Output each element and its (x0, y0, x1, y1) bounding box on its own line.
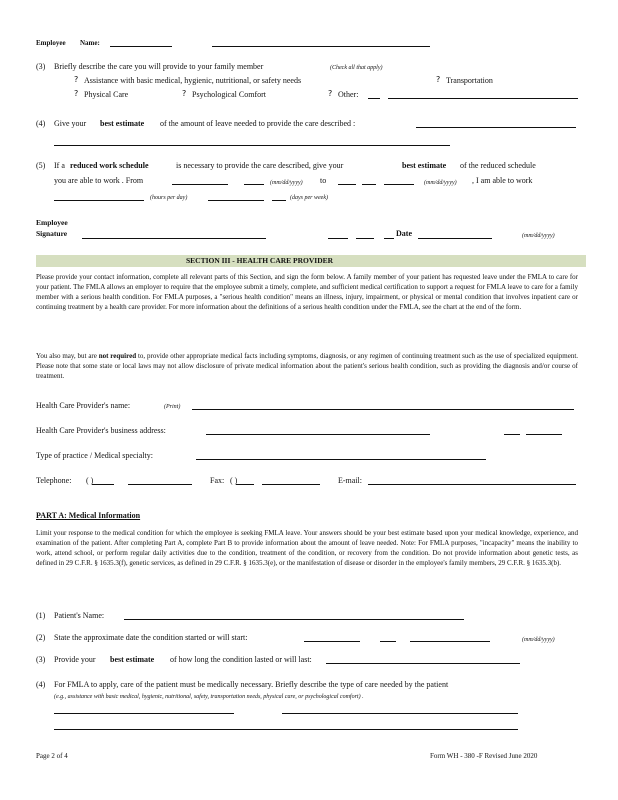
q4-prompt-bold: best estimate (100, 119, 145, 128)
provider-fax-number-line[interactable] (262, 484, 320, 485)
q5-line2-a: you are able to work . From (54, 176, 144, 185)
signature-field-b[interactable] (328, 238, 348, 239)
q5-hours-hint: (hours per day) (150, 195, 188, 201)
q3-option-transportation: Transportation (446, 76, 493, 85)
provider-fax-field[interactable]: ( ) (230, 476, 238, 485)
provider-address-label: Health Care Provider's business address: (36, 426, 166, 435)
provider-fax-label: Fax: (210, 476, 225, 485)
q3-number: (3) (36, 62, 46, 71)
section-iii-note-a: You also may, but are (36, 352, 97, 360)
employee-signature-field[interactable] (82, 238, 266, 239)
q5-prompt-bold: reduced work schedule (70, 161, 149, 170)
q3-option-psychological: Psychological Comfort (192, 90, 266, 99)
q3-checkbox-other[interactable]: ? (328, 89, 333, 98)
provider-name-label: Health Care Provider's name: (36, 401, 131, 410)
provider-phone-label: Telephone: (36, 476, 72, 485)
signature-field-d[interactable] (384, 238, 394, 239)
q3-note: (Check all that apply) (330, 65, 383, 71)
part-a-q3-bold: best estimate (110, 655, 155, 664)
care-needed-field-b[interactable] (282, 713, 518, 714)
q5-days-field-b[interactable] (272, 200, 286, 201)
q4-field-line1[interactable] (416, 127, 576, 128)
part-a-q2-number: (2) (36, 633, 46, 642)
q3-other-field[interactable] (388, 98, 578, 99)
q5-prompt-bold2: best estimate (402, 161, 447, 170)
employee-label: Employee (36, 39, 66, 47)
section-iii-note (36, 351, 578, 381)
section-iii-instructions: Please provide your contact information, complete all relevant parts of this Section, and sign the form below. A family member of your patient has requested leave under the FMLA to care for your patient. The FMLA allows an employer to require that the employee submit a timely, complete, and sufficient medical certification to support a request for FMLA leave to care for a family member with a serious health condition. For FMLA purposes, a "serious health condition" means an illness, injury, impairment, or physical or mental condition that involves inpatient care or continuing treatment by a health care provider. For more information about the definitions of a serious health condition under the FMLA, see the chart at the end of the form. (36, 273, 578, 311)
provider-phone-area-line[interactable] (92, 484, 114, 485)
employee-first-name-field[interactable] (110, 46, 172, 47)
signature-date-label: Date (396, 229, 412, 238)
provider-name-field[interactable] (192, 409, 574, 410)
provider-print-hint: (Print) (164, 404, 181, 410)
part-a-q2-hint: (mm/dd/yyyy) (522, 637, 555, 643)
part-a-q3-number: (3) (36, 655, 46, 664)
condition-start-date-field[interactable] (304, 641, 360, 642)
provider-address-field[interactable] (206, 434, 430, 435)
part-a-q2-label: State the approximate date the condition started or will start: (54, 633, 248, 642)
section-iii-header (36, 255, 586, 267)
q3-other-field-short[interactable] (368, 98, 380, 99)
care-needed-field-a[interactable] (54, 713, 234, 714)
form-id: Form WH - 380 -F Revised June 2020 (430, 752, 538, 760)
q5-line2-b: , I am able to work (472, 176, 533, 185)
part-a-q4-hint: (e.g., assistance with basic medical, hygienic, nutritional, safety, transportation needs, physical care, or psychological comfort) . (54, 694, 364, 700)
q5-prompt-a: If a (54, 161, 65, 170)
part-a-instructions: Limit your response to the medical condition for which the employee is seeking FMLA leave. Your answers should be your best estimate based upon your medical knowledge, experience, and examination of the patient. After completing Part A, complete Part B to provide information about the amount of leave needed. Note: For FMLA purposes, "incapacity" means the inability to work, attend school, or perform regular daily activities due to the condition, treatment of the condition, or recovery from the condition. Do not provide information about genetic tests, as defined in 29 C.F.R. § 1635.3(f), genetic services, as defined in 29 C.F.R. § 1635.3(e), or the manifestation of disease or disorder in the employee's family members, 29 C.F.R. § 1635.3(b). (36, 529, 578, 567)
care-needed-field-c[interactable] (54, 729, 518, 730)
name-label: Name: (80, 39, 100, 47)
q5-from-date-hint: (mm/dd/yyyy) (270, 180, 303, 186)
part-a-q1-number: (1) (36, 611, 46, 620)
provider-practice-label: Type of practice / Medical specialty: (36, 451, 153, 460)
q3-prompt: Briefly describe the care you will provide to your family member (54, 62, 264, 71)
q5-prompt-c: of the reduced schedule (460, 161, 536, 170)
q4-prompt-a: Give your (54, 119, 87, 128)
section-iii-title: SECTION III - HEALTH CARE PROVIDER (186, 256, 334, 265)
part-a-title: PART A: Medical Information (36, 511, 141, 520)
q5-to-date-hint: (mm/dd/yyyy) (424, 180, 457, 186)
q5-days-hint: (days per week) (290, 195, 328, 201)
part-a-q3-a: Provide your (54, 655, 96, 664)
part-a-q1-label: Patient's Name: (54, 611, 105, 620)
q3-option-other: Other: (338, 90, 359, 99)
part-a-q4-label: For FMLA to apply, care of the patient must be medically necessary. Briefly describe the type of care needed by the patient (54, 680, 449, 689)
q3-option-assistance: Assistance with basic medical, hygienic, nutritional, or safety needs (84, 76, 302, 85)
q5-from-date-field-b[interactable] (244, 184, 264, 185)
provider-email-field[interactable] (368, 484, 576, 485)
q3-option-physical: Physical Care (84, 90, 129, 99)
provider-email-label: E-mail: (338, 476, 362, 485)
q3-checkbox-transportation[interactable]: ? (436, 75, 441, 84)
q5-number: (5) (36, 161, 46, 170)
condition-duration-field[interactable] (326, 663, 520, 664)
q5-days-field-a[interactable] (208, 200, 264, 201)
signature-label-1: Employee (36, 218, 68, 227)
part-a-q3-b: of how long the condition lasted or will last: (170, 655, 312, 664)
provider-phone-field[interactable]: ( ) (86, 476, 94, 485)
section-iii-note-b: to, provide other appropriate medical facts including symptoms, diagnosis, or any regimen of continuing treatment such as the use of specialized equipment. Please note that some state or local laws may not allow disclosure of private medical information about the patient's serious health condition, such as providing the diagnosis and/or course of treatment. (36, 352, 579, 380)
condition-start-date-field-c[interactable] (410, 641, 490, 642)
employee-last-name-field[interactable] (212, 46, 430, 47)
provider-practice-field[interactable] (196, 459, 486, 460)
part-a-q4-number: (4) (36, 680, 46, 689)
q5-to-date-field-c[interactable] (384, 184, 414, 185)
section-iii-note-bold: not required (98, 352, 137, 360)
patient-name-field[interactable] (124, 619, 464, 620)
q5-to-label: to (320, 176, 327, 185)
provider-address-field-b[interactable] (504, 434, 520, 435)
q5-to-date-field-b[interactable] (362, 184, 376, 185)
page-number: Page 2 of 4 (36, 752, 68, 760)
provider-address-field-c[interactable] (526, 434, 562, 435)
q5-prompt-b: is necessary to provide the care described, give your (176, 161, 344, 170)
q4-prompt-b: of the amount of leave needed to provide the care described : (160, 119, 356, 128)
q4-field-line2[interactable] (54, 145, 450, 146)
q3-checkbox-assistance[interactable]: ? (74, 75, 79, 84)
provider-fax-area-line[interactable] (236, 484, 254, 485)
condition-start-date-field-b[interactable] (380, 641, 396, 642)
signature-date-hint: (mm/dd/yyyy) (522, 233, 555, 239)
signature-date-field[interactable] (418, 238, 492, 239)
q5-hours-field[interactable] (54, 200, 144, 201)
q5-to-date-field-a[interactable] (338, 184, 356, 185)
provider-phone-number-line[interactable] (128, 484, 192, 485)
q3-checkbox-physical[interactable]: ? (74, 89, 79, 98)
q5-from-date-field[interactable] (172, 184, 228, 185)
q4-number: (4) (36, 119, 46, 128)
q3-checkbox-psychological[interactable]: ? (182, 89, 187, 98)
signature-label-2: Signature (36, 229, 68, 238)
signature-field-c[interactable] (356, 238, 374, 239)
